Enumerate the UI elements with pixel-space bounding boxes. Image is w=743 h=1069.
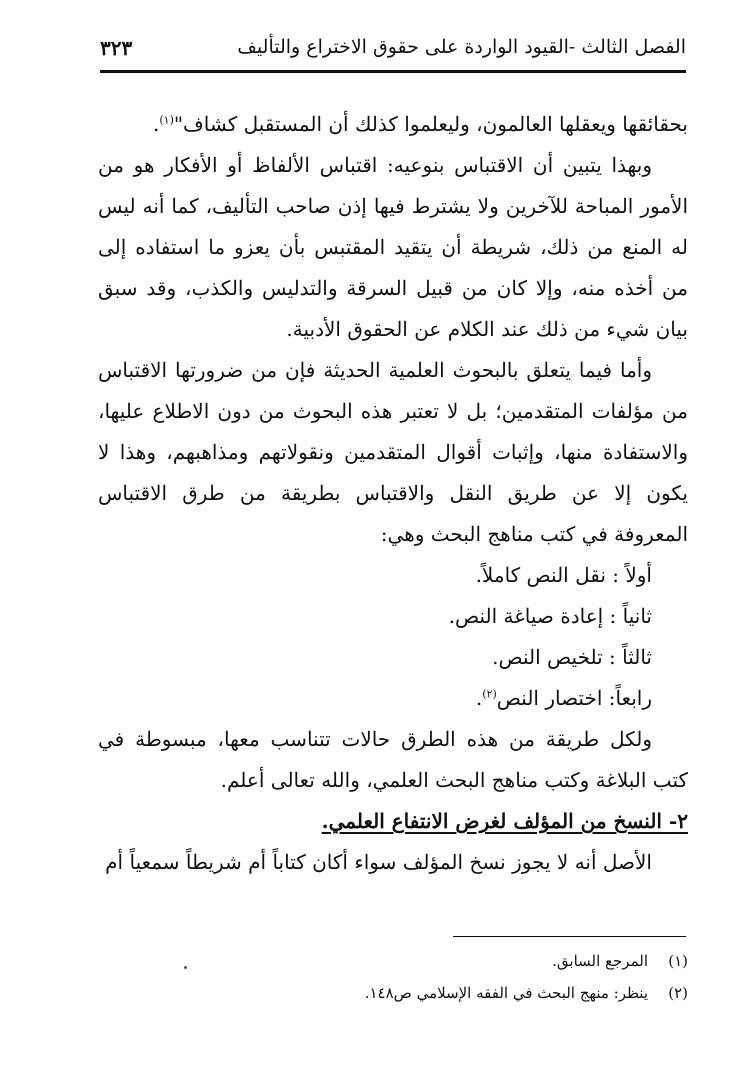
paragraph-1 xyxy=(98,104,688,145)
footnote-ref-1: (١) xyxy=(159,113,174,127)
footnote-ref-2: (٢) xyxy=(482,687,497,701)
chapter-title: الفصل الثالث -القيود الواردة على حقوق الاختراع والتأليف xyxy=(237,36,686,58)
list-item-1: أولاً : نقل النص كاملاً. xyxy=(475,563,652,587)
footnote-divider xyxy=(453,936,686,937)
paragraph-4: ولكل طريقة من هذه الطرق حالات تتناسب معها، مبسوطة في كتب البلاغة وكتب مناهج البحث العلمي، والله تعالى أعلم. xyxy=(98,727,688,792)
running-header xyxy=(100,32,686,68)
list-item-4 xyxy=(98,678,688,719)
header-divider xyxy=(100,70,686,73)
list-item-2: ثانياً : إعادة صياغة النص. xyxy=(448,604,652,628)
footnote-2 xyxy=(98,977,688,1009)
paragraph-1-text: بحقائقها ويعقلها العالمون، وليعلموا كذلك أن المستقبل كشاف" xyxy=(173,112,688,136)
paragraph-2: وبهذا يتبين أن الاقتباس بنوعيه: اقتباس الألفاظ أو الأفكار هو من الأمور المباحة للآخرين ولا يشترط فيها إذن صاحب التأليف، كما أنه ليس له المنع من ذلك، شريطة أن يتقيد المقتبس بأن يعزو ما استفاده إلى من أخذه منه، وإلا كان من قبيل السرقة والتدليس والكذب، وقد سبق بيان شيء من ذلك عند الكلام عن الحقوق الأدبية. xyxy=(98,153,688,341)
list-item-3: ثالثاً : تلخيص النص. xyxy=(492,645,652,669)
footnotes xyxy=(98,945,688,1009)
section-heading: ٢- النسخ من المؤلف لغرض الانتفاع العلمي. xyxy=(321,809,688,833)
page-number: ٣٢٣ xyxy=(100,36,133,60)
paragraph-1-end: . xyxy=(152,112,160,136)
main-text xyxy=(98,104,688,883)
list-item-4-text: رابعاً: اختصار النص xyxy=(496,686,652,710)
footnote-1 xyxy=(98,945,688,977)
footnote-1-number: (١) xyxy=(668,952,688,970)
footnote-2-text: ينظر: منهج البحث في الفقه الإسلامي ص١٤٨. xyxy=(364,984,648,1002)
paragraph-5: الأصل أنه لا يجوز نسخ المؤلف سواء أكان كتاباً أم شريطاً سمعياً أم xyxy=(105,850,652,874)
footnote-1-text: المرجع السابق. xyxy=(552,952,648,970)
list-item-4-end: . xyxy=(475,686,483,710)
footnote-2-number: (٢) xyxy=(668,984,688,1002)
paragraph-3: وأما فيما يتعلق بالبحوث العلمية الحديثة فإن من ضرورتها الاقتباس من مؤلفات المتقدمين؛ بل لا تعتبر هذه البحوث من دون الاطلاع عليها، والاستفادة منها، وإثبات أقوال المتقدمين ونقولاتهم ومذاهبهم، وهذا لا يكون إلا عن طريق النقل والاقتباس بطريقة من طرق الاقتباس المعروفة في كتب مناهج البحث وهي: xyxy=(98,358,688,546)
